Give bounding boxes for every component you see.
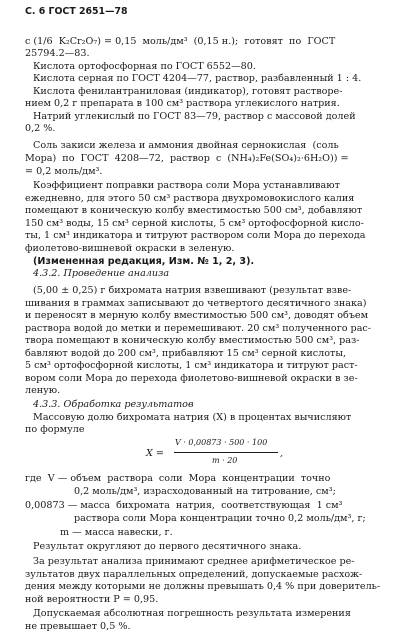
text-line: 0,2 моль/дм³, израсходованный на титрование, см³;	[74, 486, 336, 497]
text-line: Массовую долю бихромата натрия (X) в процентах вычисляют	[33, 412, 352, 423]
text-line: 0,00873 — масса бихромата натрия, соответствующая 1 см³	[25, 500, 343, 511]
text-line: зультатов двух параллельных определений, допускаемые расхож-	[25, 569, 363, 580]
text-line: 25794.2—83.	[25, 48, 90, 59]
fraction-bar	[174, 452, 278, 453]
text-line: фиолетово-вишневой окраски в зеленую.	[25, 243, 235, 254]
text-line: m — масса навески, г.	[60, 527, 173, 538]
text-line: бавляют водой до 200 см³, прибавляют 15 см³ серной кислоты,	[25, 348, 347, 359]
text-line: ты, 1 см³ индикатора и титруют раствором соли Мора до перехода	[25, 230, 366, 241]
text-line: вором соли Мора до перехода фиолетово-вишневой окраски в зе-	[25, 373, 358, 384]
text-line: шивания в граммах записывают до четвертого десятичного знака)	[25, 298, 367, 309]
text-line: твора помещают в коническую колбу вместимостью 500 см³, раз-	[25, 335, 360, 346]
text-line: Допускаемая абсолютная погрешность результата измерения	[33, 608, 351, 619]
text-line: Натрий углекислый по ГОСТ 83—79, раствор с массовой долей	[33, 111, 356, 122]
text-line: по формуле	[25, 424, 85, 435]
text-line: За результат анализа принимают среднее арифметическое ре-	[33, 556, 355, 567]
text-line: леную.	[25, 385, 61, 396]
text-line: 0,2 %.	[25, 123, 56, 134]
page-header: С. 6 ГОСТ 2651—78	[25, 6, 128, 17]
text-line: раствора соли Мора концентрации точно 0,2 моль/дм³, г;	[74, 513, 366, 524]
text-line: дения между которыми не должны превышать 0,4 % при доверитель-	[25, 581, 381, 592]
text-line: раствора водой до метки и перемешивают. 20 см³ полученного рас-	[25, 323, 372, 334]
section-heading: 4.3.2. Проведение анализа	[33, 268, 170, 279]
formula-lhs: X =	[146, 448, 164, 459]
text-line: не превышает 0,5 %.	[25, 621, 131, 632]
formula-numerator: V · 0,00873 · 500 · 100	[175, 438, 268, 447]
text-line: где V — объем раствора соли Мора концентрации точно	[25, 473, 331, 484]
formula-denominator: m · 20	[212, 456, 238, 465]
text-line: (5,00 ± 0,25) г бихромата натрия взвешивают (результат взве-	[33, 285, 352, 296]
text-line: помещают в коническую колбу вместимостью 500 см³, добавляют	[25, 205, 363, 216]
text-line: 5 см³ ортофосфорной кислоты, 1 см³ индикатора и титруют раст-	[25, 360, 358, 371]
amendment-note: (Измененная редакция, Изм. № 1, 2, 3).	[33, 256, 255, 267]
text-line: и переносят в мерную колбу вместимостью 500 см³, доводят объем	[25, 310, 369, 321]
formula-tail: ,	[280, 448, 284, 459]
text-line: Кислота серная по ГОСТ 4204—77, раствор, разбавленный 1 : 4.	[33, 73, 362, 84]
section-heading: 4.3.3. Обработка результатов	[33, 399, 194, 410]
text-line: = 0,2 моль/дм³.	[25, 166, 103, 177]
text-line: Кислота фенилантраниловая (индикатор), готовят растворе-	[33, 86, 343, 97]
text-line: Кислота ортофосфорная по ГОСТ 6552—80.	[33, 61, 256, 72]
text-line: Соль закиси железа и аммония двойная сернокислая (соль	[33, 140, 339, 151]
text-line: ной вероятности P = 0,95.	[25, 594, 159, 605]
text-line: Мора) по ГОСТ 4208—72, раствор c (NH₄)₂Fe(SO₄)₂·6H₂O)) =	[25, 153, 349, 164]
text-line: ежедневно, для этого 50 см³ раствора двухромовокислого калия	[25, 193, 355, 204]
text-line: Коэффициент поправки раствора соли Мора устанавливают	[33, 180, 340, 191]
text-line: c (1/6 K₂Cr₂O₇) = 0,15 моль/дм³ (0,15 н.); готовят по ГОСТ	[25, 36, 336, 47]
text-line: Результат округляют до первого десятичного знака.	[33, 541, 302, 552]
text-line: 150 см³ воды, 15 см³ серной кислоты, 5 см³ ортофосфорной кисло-	[25, 218, 364, 229]
text-line: нием 0,2 г препарата в 100 см³ раствора углекислого натрия.	[25, 98, 340, 109]
